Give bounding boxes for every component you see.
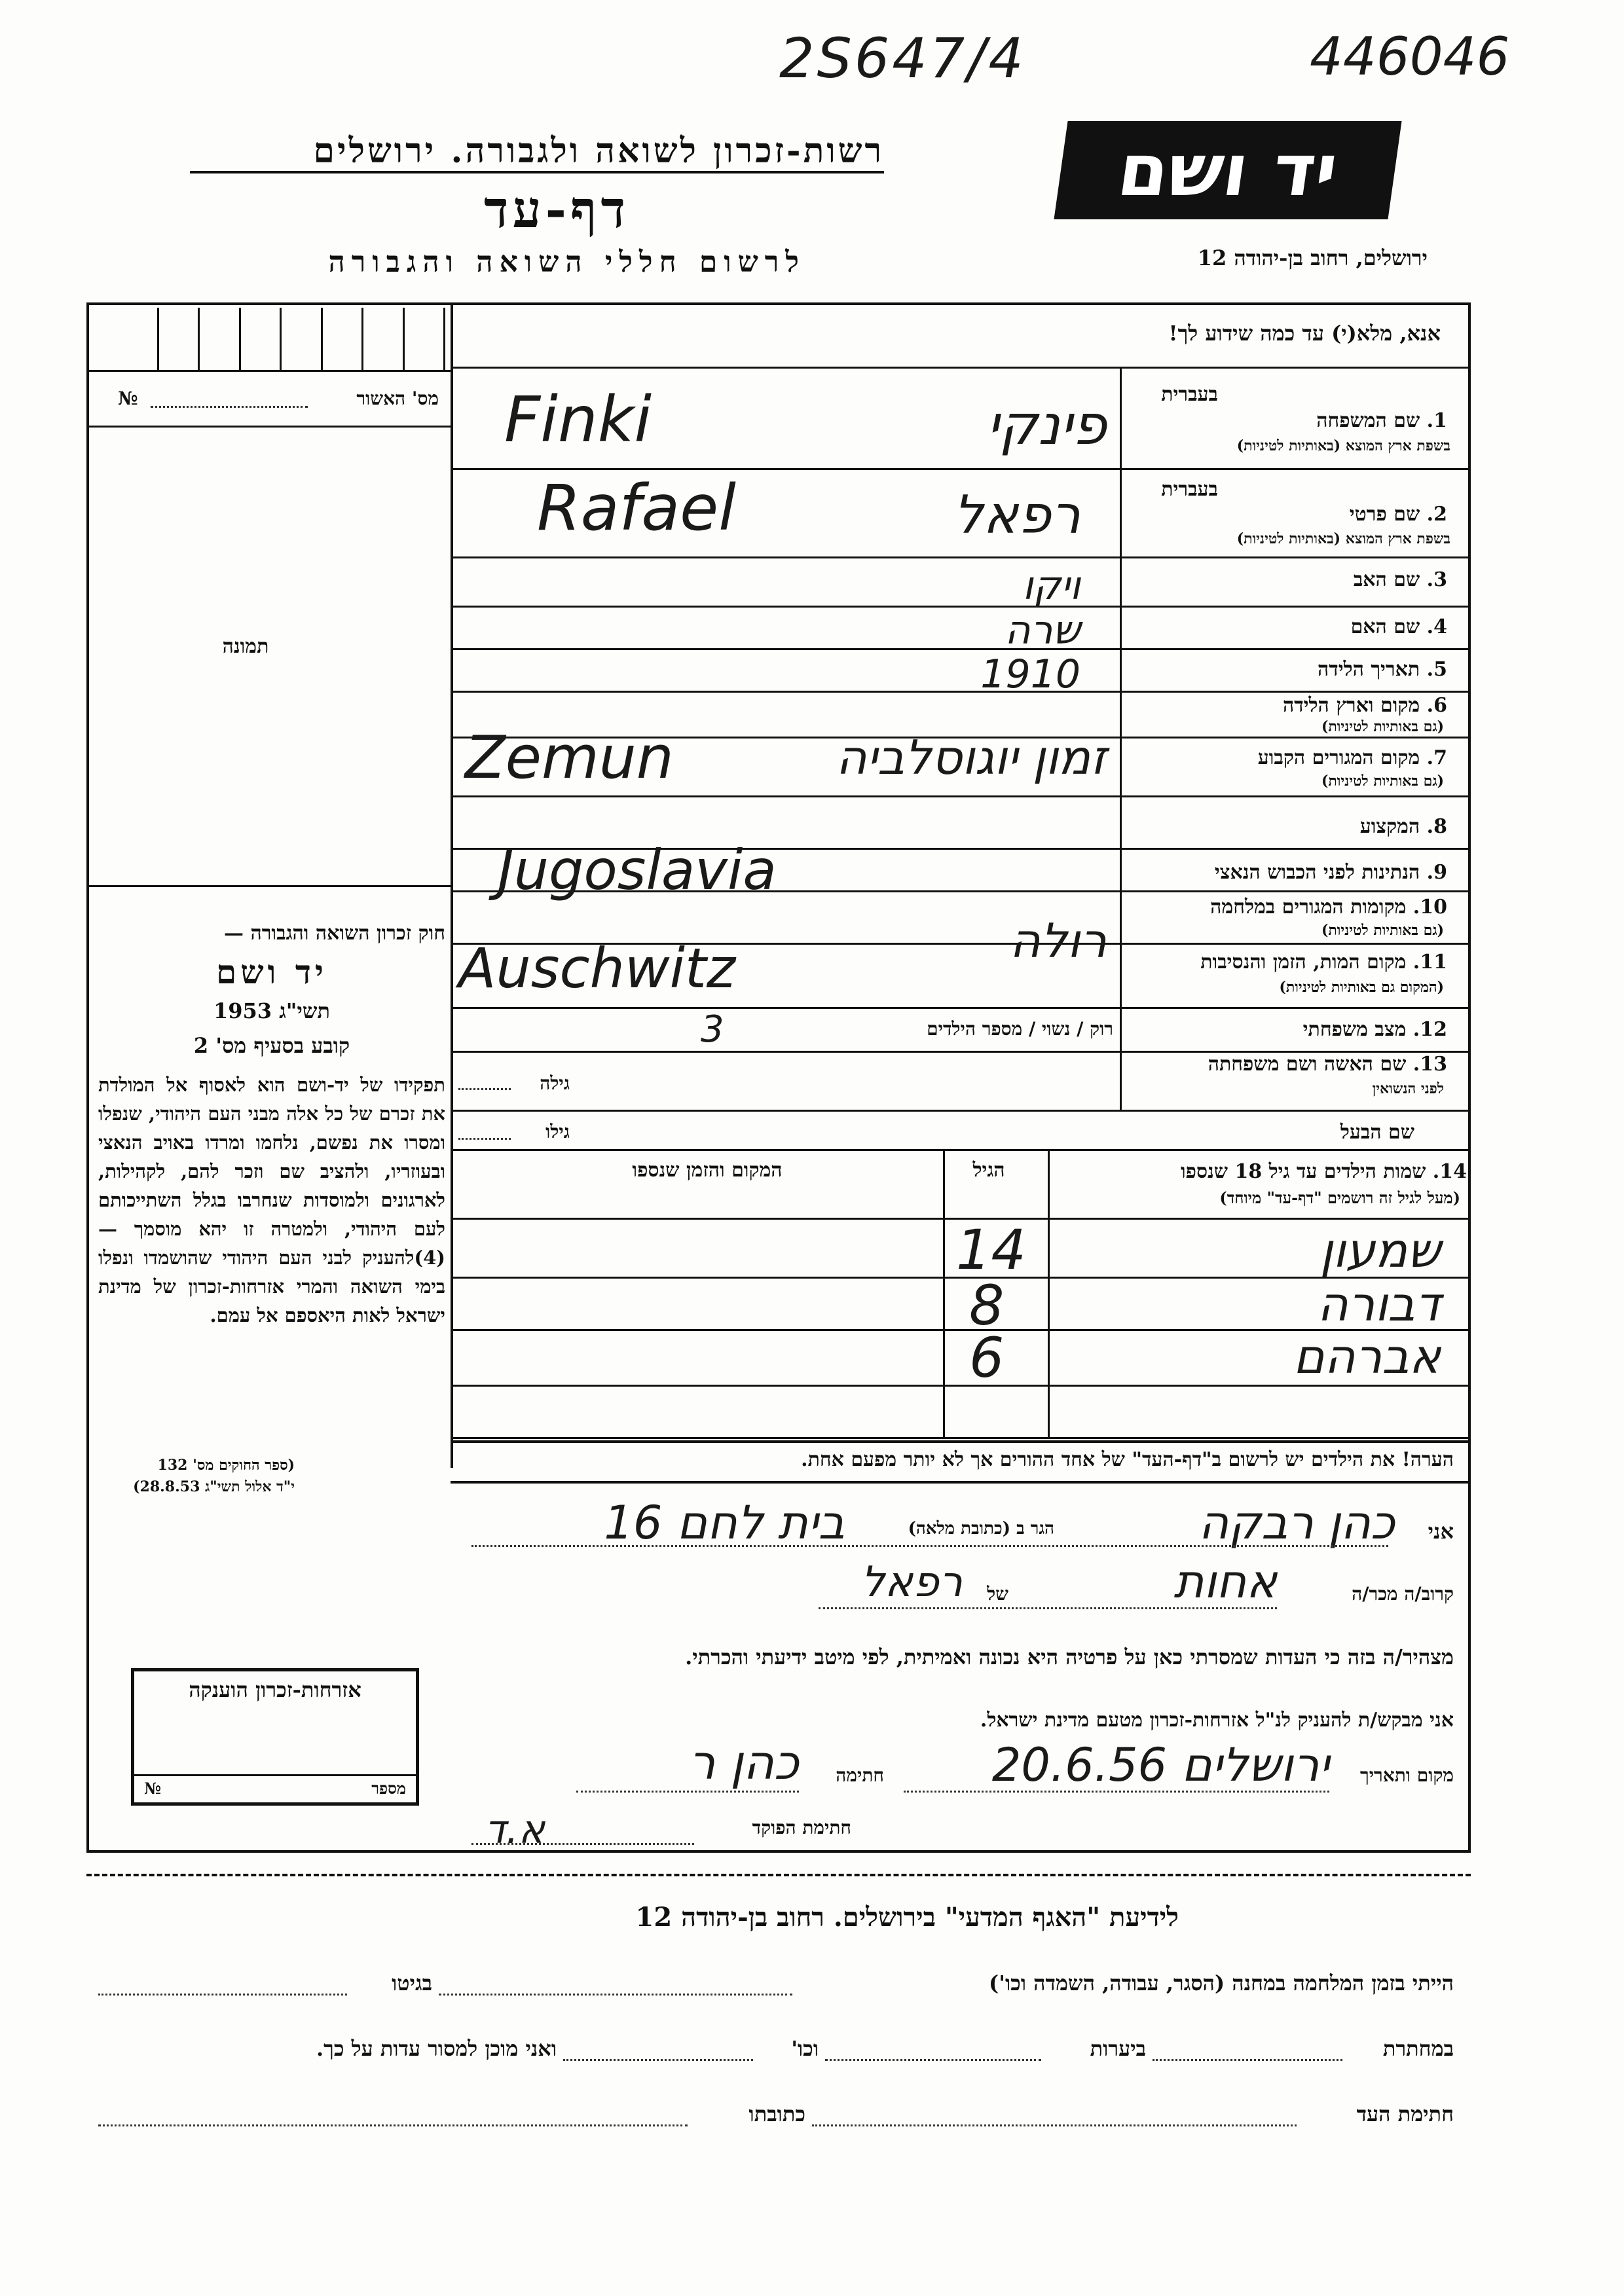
child-2-age: 8 (969, 1273, 1005, 1338)
logo-text: יד ושם (1113, 128, 1343, 212)
field-11-sub: (המקום גם באותיות לטיניות) (1279, 979, 1444, 996)
surname-hebrew: פינקי (986, 393, 1107, 457)
underground-label: במחתרת (1382, 2036, 1454, 2061)
place-column-header: המקום והזמן שנספו (632, 1159, 783, 1182)
form-subtitle: לרשום חללי השואה והגבורה (328, 246, 805, 279)
num-sign: № (118, 388, 138, 409)
children-header: 14. שמות הילדים עד גיל 18 שנספו (1180, 1160, 1467, 1183)
field-7-label: 7. מקום המגורים הקבוע (1257, 746, 1447, 769)
first-name-hebrew: רפאל (953, 484, 1080, 545)
field-13-sub: לפני הנשואין (1372, 1080, 1444, 1097)
law-name: יד ושם (216, 953, 327, 991)
child-1-name: שמעון (1320, 1223, 1441, 1278)
child-3-age: 6 (969, 1326, 1005, 1390)
officer-value: א.ד (485, 1807, 545, 1853)
wife-age-field (458, 1088, 511, 1090)
of-value: רפאל (860, 1558, 963, 1607)
document-number: 446046 (1310, 26, 1510, 87)
declarant-name: כהן רבקה (1198, 1496, 1395, 1550)
field-1-sub: בשפת ארץ המוצא (באותיות לטיניות) (1236, 437, 1450, 454)
child-3-name: אברהם (1293, 1329, 1441, 1384)
etc-label: וכו' (791, 2036, 819, 2061)
signature-label: חתימה (836, 1764, 884, 1786)
forests-label: ביערות (1090, 2036, 1146, 2061)
residence-latin: Zemun (465, 723, 674, 792)
field-9-label: 9. הנתינות לפני הכבוש הנאצי (1214, 861, 1447, 884)
field-8-label: 8. המקצוע (1359, 815, 1447, 838)
field-10-label: 10. מקומות המגורים במלחמה (1210, 896, 1447, 919)
relative-label: קרוב/ה מכר/ה (1352, 1583, 1454, 1605)
first-name-latin: Rafael (537, 471, 736, 545)
approval-number-field (151, 406, 308, 408)
ghetto-label: בגיטו (392, 1971, 432, 1995)
field-5-label: 5. תאריך הלידה (1318, 658, 1447, 681)
death-place: Auschwitz (458, 936, 735, 1000)
mother-name: שרה (1005, 608, 1080, 653)
husband-age-field (458, 1138, 511, 1140)
husband-age-label: גילו (545, 1121, 570, 1142)
child-1-age: 14 (956, 1218, 1026, 1282)
residence-hebrew: זמון יוגוסלביה (836, 730, 1107, 785)
field-6-sub: (גם באותיות לטיניות) (1321, 718, 1444, 735)
declarant-prefix: אני (1428, 1519, 1454, 1544)
surname-latin: Finki (504, 383, 652, 456)
child-2-name: דבורה (1317, 1277, 1441, 1332)
witness-address-label: כתובתו (748, 2102, 805, 2126)
address-value: בית לחם 16 (604, 1496, 845, 1550)
form-title: דף-עד (484, 180, 629, 240)
law-text: תפקידו של יד-ושם הוא לאסוף אל המולדת את זכרם של כל אלה מבני העם היהודי, שנפלו ומסרו את נפשם, נלחמו ומרדו באויב הנאצי ובעוזריו, ולהציב שם וזכר להם, לקהילות, לארגונים ולמוסדות שנחרבו בגלל השתייכותם לעם היהודי, ולמטרה זו יהא מוסמך — (4)להעניק לבני העם היהודי שהושמדו ונפלו בימי השואה והמרי אזרחות-זכרון של מדינת ישראל לאות היאספם אל עמם. (98, 1074, 445, 1326)
nationality: Jugoslavia (498, 838, 777, 902)
field-13-label: 13. שם האשה ושם משפחתה (1208, 1053, 1447, 1076)
field-4-label: 4. שם האם (1350, 615, 1447, 638)
wartime-residence: רולה (1009, 913, 1107, 968)
citizenship-box-title: אזרחות-זכרון הוענקה (189, 1677, 361, 1702)
approval-boxes (118, 308, 445, 370)
field-7-sub: (גם באותיות לטיניות) (1321, 773, 1444, 790)
request-text: אני מבקש/ת להעניק לנ"ל אזרחות-זכרון מטעם מדינת ישראל. (980, 1709, 1454, 1732)
yad-vashem-logo (1054, 121, 1401, 219)
wife-age-label: גילה (540, 1072, 570, 1094)
place-date-label: מקום ותאריך (1359, 1764, 1454, 1786)
age-column-header: הגיל (972, 1159, 1005, 1182)
law-section: קובע בסעיף מס' 2 (193, 1033, 350, 1058)
law-reference-2: י"ד אלול תשי"ג 28.8.53) (133, 1478, 295, 1495)
place-date-value: ירושלים 20.6.56 (991, 1738, 1329, 1792)
in-hebrew-label-2: בעברית (1161, 478, 1218, 501)
law-reference-1: (ספר החוקים מס' 132 (157, 1457, 295, 1474)
authority-line: רשות-זכרון לשואה ולגבורה. ירושלים (190, 131, 884, 173)
children-subheader: (מעל לגיל זה רושמים "דף-עד" מיוחד) (1219, 1188, 1460, 1207)
testimony-text: ואני מוכן למסור עדות על כך. (316, 2036, 557, 2061)
law-title: חוק זכרון השואה והגבורה — (224, 922, 445, 945)
field-2-label: 2. שם פרטי (1349, 503, 1447, 526)
field-10-sub: (גם באותיות לטיניות) (1321, 922, 1444, 939)
citizenship-num-sign: № (144, 1779, 162, 1798)
husband-name-label: שם הבעל (1340, 1121, 1414, 1144)
form-intro: אנא, מלא(י) עד כמה שידוע לך! (1168, 321, 1441, 346)
witness-signature-label: חתימת העד (1356, 2102, 1454, 2126)
law-year: תשי"ג 1953 (213, 998, 330, 1023)
officer-label: חתימת הפוקד (752, 1817, 851, 1838)
citizenship-number-label: מספר (371, 1779, 406, 1798)
in-hebrew-label-1: בעברית (1161, 383, 1218, 406)
panel-divider (451, 302, 453, 1468)
children-count: 3 (701, 1008, 724, 1051)
address: ירושלים, רחוב בן-יהודה 12 (1197, 246, 1428, 270)
father-name: ויקו (1022, 563, 1080, 609)
file-number: 2S647/4 (779, 26, 1026, 90)
birth-date: 1910 (980, 651, 1080, 697)
of-label: של (987, 1583, 1008, 1605)
field-3-label: 3. שם האב (1353, 568, 1447, 591)
field-11-label: 11. מקום המות, הזמן והנסיבות (1200, 951, 1447, 974)
field-6-label: 6. מקום וארץ הלידה (1282, 694, 1447, 717)
marital-options: רוק / נשוי / מספר הילדים (927, 1018, 1113, 1040)
field-2-sub: בשפת ארץ המוצא (באותיות לטיניות) (1236, 530, 1450, 547)
field-12-label: 12. מצב משפחתי (1302, 1018, 1447, 1041)
footer-line1: הייתי בזמן המלחמה במחנה (הסגר, עבודה, השמדה וכו') (989, 1971, 1454, 1995)
photo-label: תמונה (222, 635, 269, 658)
approval-number-label: מס' האשור (356, 388, 439, 409)
signature-value: כהן ר (688, 1735, 799, 1790)
field-1-label: 1. שם המשפחה (1316, 409, 1447, 432)
declaration-text: מצהיר/ה בזה כי העדות שמסרתי כאן על פרטיה היא נכונה ואמיתית, לפי מיטב ידיעתי והכרתי. (685, 1645, 1454, 1669)
resides-label: הגר ב (כתובת מלאה) (908, 1519, 1054, 1539)
note-text: הערה! את הילדים יש לרשום ב"דף-העד" של אחד ההורים אך לא יותר מפעם אחת. (801, 1448, 1454, 1471)
relation-value: אחות (1173, 1555, 1277, 1609)
footer-title: לידיעת "האגף המדעי" בירושלים. רחוב בן-יהודה 12 (635, 1902, 1179, 1933)
